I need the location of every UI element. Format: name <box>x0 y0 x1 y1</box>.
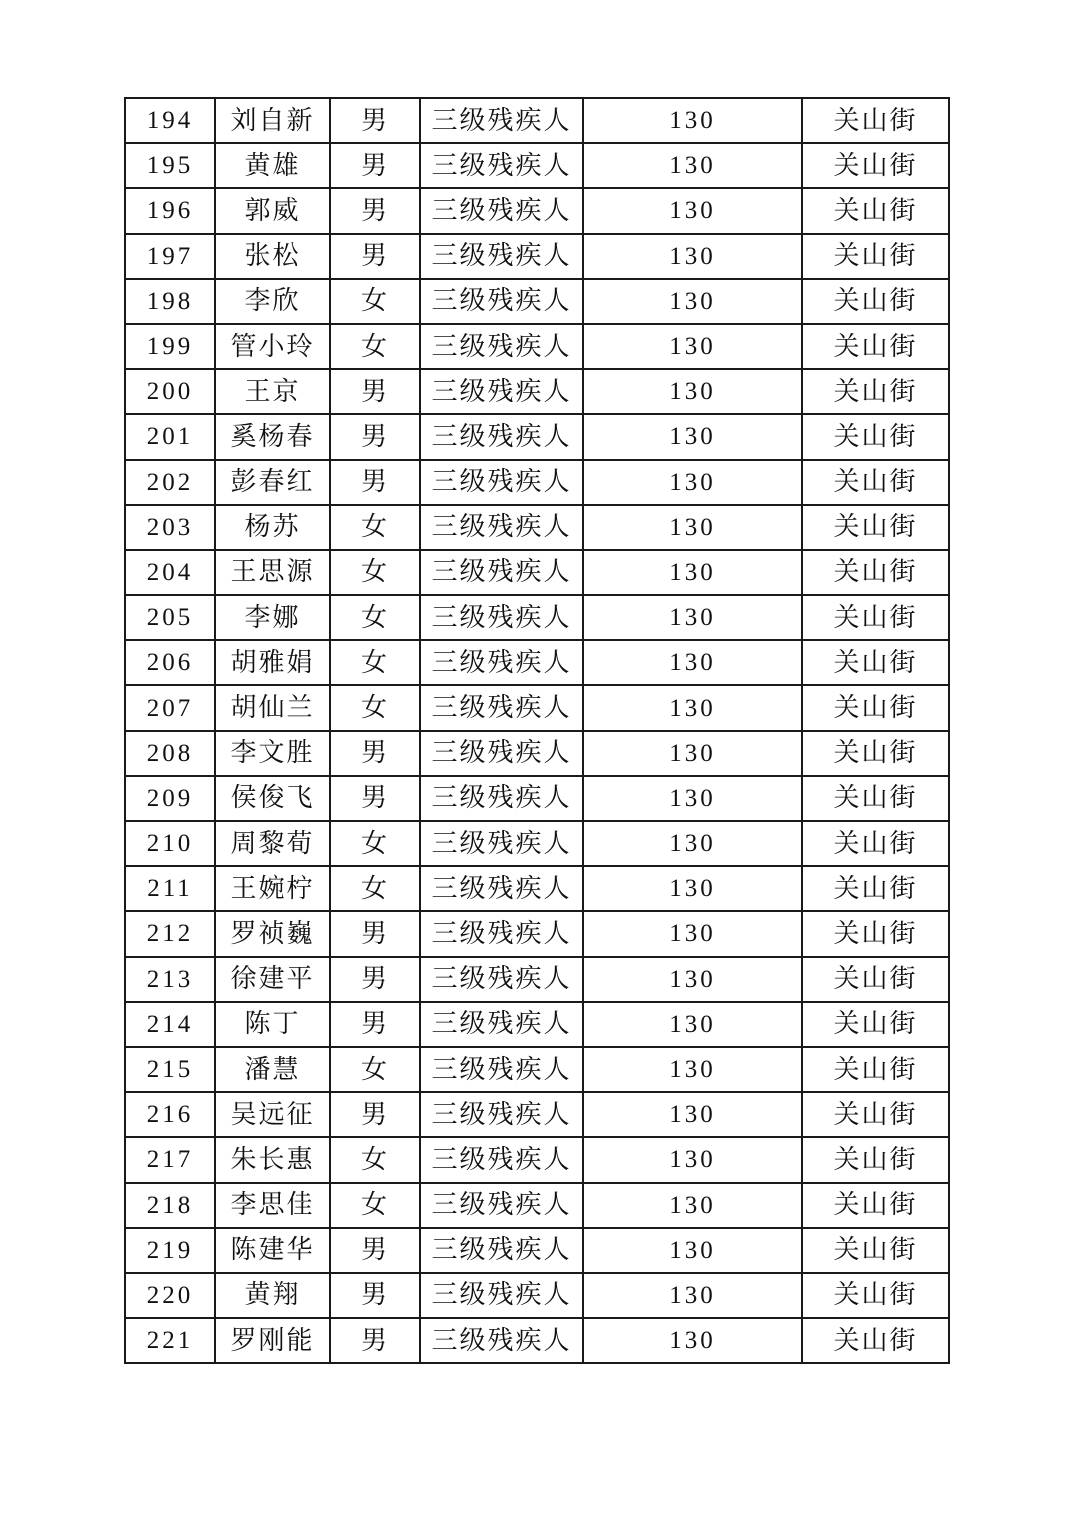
cell-street: 关山街 <box>802 414 949 459</box>
cell-amount: 130 <box>583 234 802 279</box>
cell-gender: 男 <box>330 1318 420 1363</box>
cell-street: 关山街 <box>802 685 949 730</box>
cell-amount: 130 <box>583 1092 802 1137</box>
cell-amount: 130 <box>583 550 802 595</box>
table-row <box>125 821 949 866</box>
table-row <box>125 1318 949 1363</box>
cell-gender: 男 <box>330 1002 420 1047</box>
cell-amount: 130 <box>583 776 802 821</box>
cell-name: 胡雅娟 <box>215 640 330 685</box>
table-row <box>125 1228 949 1273</box>
cell-number: 200 <box>125 369 215 414</box>
cell-name: 朱长惠 <box>215 1137 330 1182</box>
cell-street: 关山街 <box>802 1137 949 1182</box>
cell-gender: 男 <box>330 776 420 821</box>
cell-amount: 130 <box>583 188 802 233</box>
cell-number: 197 <box>125 234 215 279</box>
cell-disability-level: 三级残疾人 <box>420 957 583 1002</box>
cell-disability-level: 三级残疾人 <box>420 1137 583 1182</box>
cell-number: 214 <box>125 1002 215 1047</box>
cell-gender: 男 <box>330 143 420 188</box>
cell-street: 关山街 <box>802 1002 949 1047</box>
cell-amount: 130 <box>583 143 802 188</box>
cell-amount: 130 <box>583 98 802 143</box>
cell-name: 周黎荀 <box>215 821 330 866</box>
table-row <box>125 1092 949 1137</box>
cell-number: 196 <box>125 188 215 233</box>
cell-gender: 女 <box>330 550 420 595</box>
cell-amount: 130 <box>583 821 802 866</box>
table-row <box>125 369 949 414</box>
cell-name: 奚杨春 <box>215 414 330 459</box>
table-row <box>125 957 949 1002</box>
cell-name: 潘慧 <box>215 1047 330 1092</box>
cell-gender: 男 <box>330 369 420 414</box>
cell-number: 215 <box>125 1047 215 1092</box>
cell-gender: 男 <box>330 957 420 1002</box>
cell-name: 黄翔 <box>215 1273 330 1318</box>
cell-amount: 130 <box>583 1228 802 1273</box>
cell-disability-level: 三级残疾人 <box>420 414 583 459</box>
cell-amount: 130 <box>583 685 802 730</box>
cell-street: 关山街 <box>802 957 949 1002</box>
cell-street: 关山街 <box>802 143 949 188</box>
cell-number: 220 <box>125 1273 215 1318</box>
cell-disability-level: 三级残疾人 <box>420 505 583 550</box>
cell-gender: 女 <box>330 324 420 369</box>
cell-amount: 130 <box>583 369 802 414</box>
cell-disability-level: 三级残疾人 <box>420 143 583 188</box>
cell-number: 199 <box>125 324 215 369</box>
cell-disability-level: 三级残疾人 <box>420 911 583 956</box>
cell-gender: 女 <box>330 279 420 324</box>
cell-name: 杨苏 <box>215 505 330 550</box>
cell-name: 陈丁 <box>215 1002 330 1047</box>
cell-gender: 女 <box>330 1183 420 1228</box>
cell-number: 198 <box>125 279 215 324</box>
cell-number: 194 <box>125 98 215 143</box>
cell-gender: 女 <box>330 505 420 550</box>
roster-table <box>124 97 950 1364</box>
cell-street: 关山街 <box>802 595 949 640</box>
cell-amount: 130 <box>583 640 802 685</box>
cell-disability-level: 三级残疾人 <box>420 1047 583 1092</box>
cell-gender: 女 <box>330 1047 420 1092</box>
cell-name: 王思源 <box>215 550 330 595</box>
table-row <box>125 866 949 911</box>
cell-gender: 女 <box>330 595 420 640</box>
cell-number: 204 <box>125 550 215 595</box>
cell-amount: 130 <box>583 1137 802 1182</box>
cell-amount: 130 <box>583 1273 802 1318</box>
cell-amount: 130 <box>583 1318 802 1363</box>
cell-amount: 130 <box>583 911 802 956</box>
cell-gender: 男 <box>330 460 420 505</box>
table-row <box>125 460 949 505</box>
cell-disability-level: 三级残疾人 <box>420 640 583 685</box>
cell-name: 彭春红 <box>215 460 330 505</box>
table-row <box>125 234 949 279</box>
cell-name: 吴远征 <box>215 1092 330 1137</box>
cell-number: 216 <box>125 1092 215 1137</box>
cell-disability-level: 三级残疾人 <box>420 279 583 324</box>
cell-disability-level: 三级残疾人 <box>420 595 583 640</box>
cell-number: 202 <box>125 460 215 505</box>
cell-gender: 女 <box>330 821 420 866</box>
table-row <box>125 143 949 188</box>
cell-street: 关山街 <box>802 1047 949 1092</box>
cell-gender: 男 <box>330 1273 420 1318</box>
cell-number: 206 <box>125 640 215 685</box>
cell-street: 关山街 <box>802 731 949 776</box>
cell-number: 195 <box>125 143 215 188</box>
table-row <box>125 1137 949 1182</box>
cell-number: 211 <box>125 866 215 911</box>
cell-name: 刘自新 <box>215 98 330 143</box>
cell-street: 关山街 <box>802 776 949 821</box>
cell-gender: 男 <box>330 911 420 956</box>
cell-gender: 男 <box>330 1228 420 1273</box>
cell-street: 关山街 <box>802 1318 949 1363</box>
cell-gender: 女 <box>330 685 420 730</box>
cell-name: 王婉柠 <box>215 866 330 911</box>
cell-disability-level: 三级残疾人 <box>420 731 583 776</box>
cell-amount: 130 <box>583 1183 802 1228</box>
cell-amount: 130 <box>583 279 802 324</box>
table-row <box>125 776 949 821</box>
cell-amount: 130 <box>583 324 802 369</box>
cell-name: 王京 <box>215 369 330 414</box>
cell-number: 218 <box>125 1183 215 1228</box>
cell-street: 关山街 <box>802 188 949 233</box>
cell-street: 关山街 <box>802 1183 949 1228</box>
table-row <box>125 1047 949 1092</box>
table-row <box>125 640 949 685</box>
table-row <box>125 505 949 550</box>
cell-street: 关山街 <box>802 369 949 414</box>
roster-table-body <box>125 98 949 1363</box>
cell-amount: 130 <box>583 1002 802 1047</box>
cell-number: 221 <box>125 1318 215 1363</box>
table-row <box>125 911 949 956</box>
cell-name: 李思佳 <box>215 1183 330 1228</box>
cell-street: 关山街 <box>802 324 949 369</box>
cell-street: 关山街 <box>802 460 949 505</box>
cell-gender: 男 <box>330 731 420 776</box>
cell-amount: 130 <box>583 957 802 1002</box>
cell-disability-level: 三级残疾人 <box>420 460 583 505</box>
cell-amount: 130 <box>583 866 802 911</box>
cell-disability-level: 三级残疾人 <box>420 1183 583 1228</box>
cell-disability-level: 三级残疾人 <box>420 685 583 730</box>
table-row <box>125 1002 949 1047</box>
cell-number: 210 <box>125 821 215 866</box>
cell-amount: 130 <box>583 731 802 776</box>
cell-disability-level: 三级残疾人 <box>420 324 583 369</box>
cell-number: 201 <box>125 414 215 459</box>
cell-disability-level: 三级残疾人 <box>420 1228 583 1273</box>
cell-gender: 男 <box>330 414 420 459</box>
cell-street: 关山街 <box>802 234 949 279</box>
cell-amount: 130 <box>583 1047 802 1092</box>
cell-disability-level: 三级残疾人 <box>420 866 583 911</box>
cell-gender: 男 <box>330 188 420 233</box>
table-row <box>125 550 949 595</box>
cell-disability-level: 三级残疾人 <box>420 1092 583 1137</box>
table-row <box>125 279 949 324</box>
cell-number: 208 <box>125 731 215 776</box>
cell-name: 黄雄 <box>215 143 330 188</box>
cell-name: 张松 <box>215 234 330 279</box>
cell-amount: 130 <box>583 595 802 640</box>
cell-name: 李娜 <box>215 595 330 640</box>
cell-name: 李文胜 <box>215 731 330 776</box>
cell-name: 徐建平 <box>215 957 330 1002</box>
cell-gender: 男 <box>330 98 420 143</box>
cell-gender: 女 <box>330 866 420 911</box>
table-row <box>125 1273 949 1318</box>
cell-name: 胡仙兰 <box>215 685 330 730</box>
cell-number: 205 <box>125 595 215 640</box>
cell-disability-level: 三级残疾人 <box>420 776 583 821</box>
cell-street: 关山街 <box>802 821 949 866</box>
cell-street: 关山街 <box>802 640 949 685</box>
cell-amount: 130 <box>583 505 802 550</box>
cell-disability-level: 三级残疾人 <box>420 188 583 233</box>
cell-number: 212 <box>125 911 215 956</box>
document-page <box>124 97 948 1364</box>
cell-name: 郭威 <box>215 188 330 233</box>
cell-gender: 男 <box>330 234 420 279</box>
cell-amount: 130 <box>583 414 802 459</box>
cell-disability-level: 三级残疾人 <box>420 98 583 143</box>
cell-name: 罗刚能 <box>215 1318 330 1363</box>
cell-disability-level: 三级残疾人 <box>420 1002 583 1047</box>
cell-street: 关山街 <box>802 866 949 911</box>
table-row <box>125 731 949 776</box>
cell-number: 217 <box>125 1137 215 1182</box>
cell-street: 关山街 <box>802 279 949 324</box>
cell-number: 209 <box>125 776 215 821</box>
cell-disability-level: 三级残疾人 <box>420 550 583 595</box>
cell-disability-level: 三级残疾人 <box>420 1273 583 1318</box>
cell-street: 关山街 <box>802 1273 949 1318</box>
table-row <box>125 414 949 459</box>
cell-disability-level: 三级残疾人 <box>420 821 583 866</box>
cell-street: 关山街 <box>802 1228 949 1273</box>
cell-number: 219 <box>125 1228 215 1273</box>
cell-street: 关山街 <box>802 911 949 956</box>
cell-number: 203 <box>125 505 215 550</box>
cell-street: 关山街 <box>802 505 949 550</box>
cell-disability-level: 三级残疾人 <box>420 234 583 279</box>
table-row <box>125 188 949 233</box>
cell-disability-level: 三级残疾人 <box>420 369 583 414</box>
cell-gender: 女 <box>330 1137 420 1182</box>
table-row <box>125 98 949 143</box>
cell-name: 管小玲 <box>215 324 330 369</box>
table-row <box>125 685 949 730</box>
cell-number: 213 <box>125 957 215 1002</box>
cell-gender: 女 <box>330 640 420 685</box>
cell-name: 陈建华 <box>215 1228 330 1273</box>
cell-amount: 130 <box>583 460 802 505</box>
cell-street: 关山街 <box>802 1092 949 1137</box>
cell-name: 侯俊飞 <box>215 776 330 821</box>
table-row <box>125 324 949 369</box>
cell-street: 关山街 <box>802 550 949 595</box>
table-row <box>125 1183 949 1228</box>
cell-disability-level: 三级残疾人 <box>420 1318 583 1363</box>
cell-name: 罗祯巍 <box>215 911 330 956</box>
cell-street: 关山街 <box>802 98 949 143</box>
cell-gender: 男 <box>330 1092 420 1137</box>
cell-number: 207 <box>125 685 215 730</box>
table-row <box>125 595 949 640</box>
cell-name: 李欣 <box>215 279 330 324</box>
